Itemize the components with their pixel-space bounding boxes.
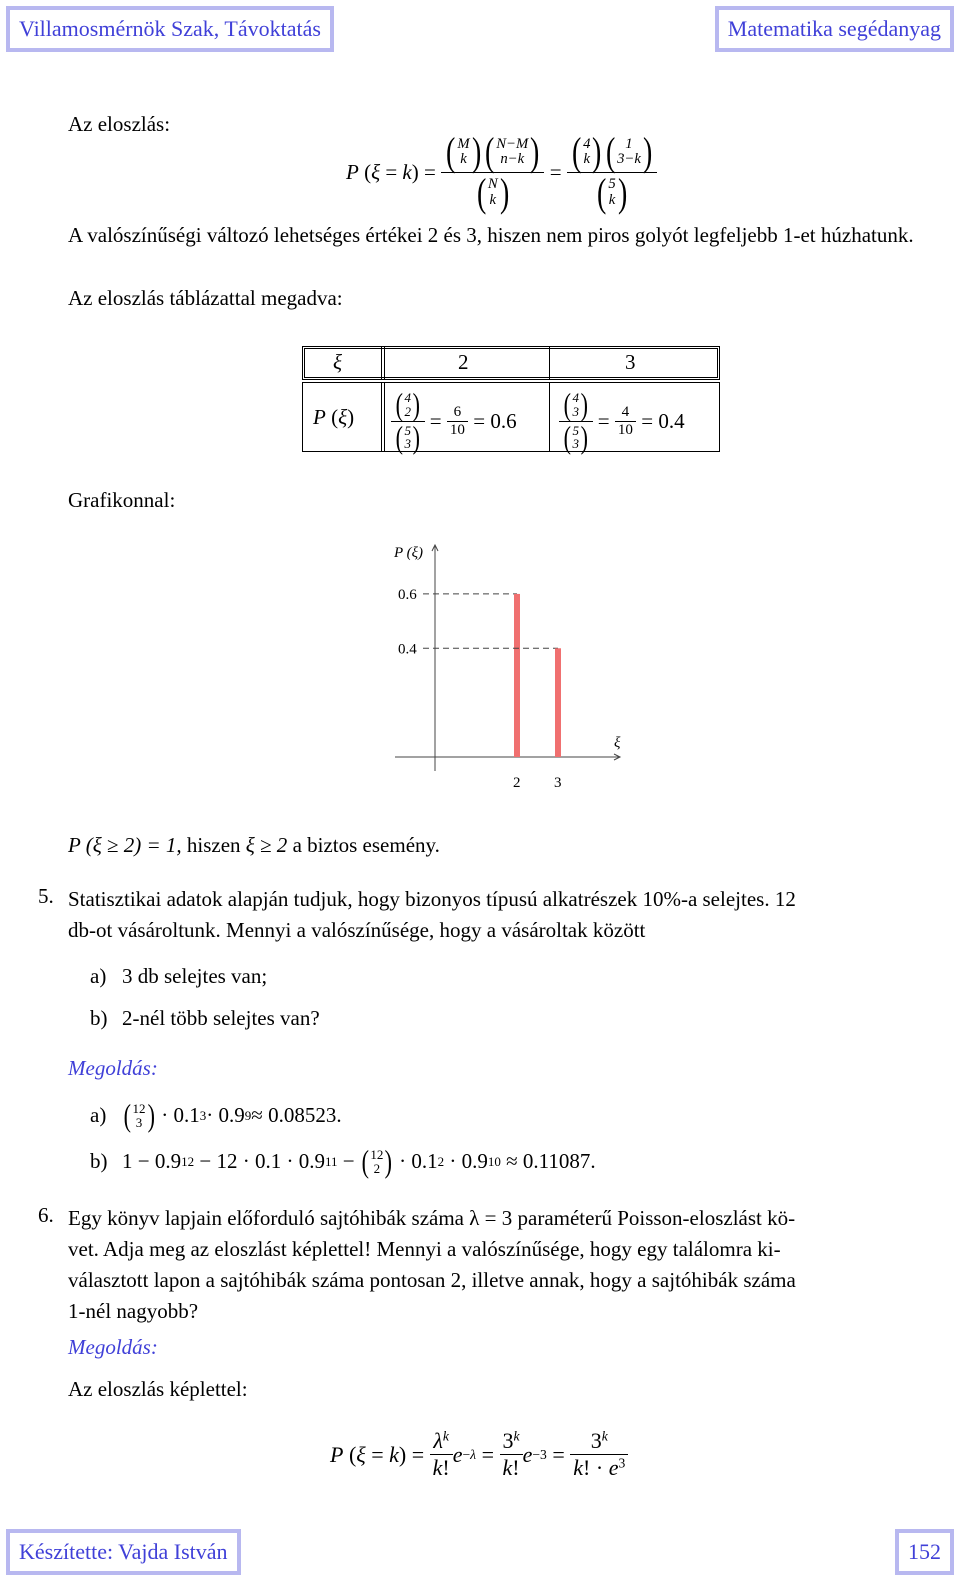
header-subject-title: Matematika segédanyag — [715, 6, 954, 52]
footer-page-number: 152 — [895, 1529, 954, 1575]
problem5-text — [68, 884, 948, 946]
problem6-formula-label: Az eloszlás képlettel: — [68, 1377, 248, 1401]
problem6-solution-label: Megoldás: — [68, 1335, 158, 1359]
table-k-3: 3 — [625, 350, 636, 374]
table-double-rule — [381, 347, 385, 379]
table-label: Az eloszlás táblázattal megadva: — [68, 286, 343, 310]
intro-label: Az eloszlás: — [68, 112, 171, 136]
problem5-number: 5. — [38, 884, 54, 908]
values-paragraph: A valószínűségi változó lehetséges értékei 2 és 3, hiszen nem piros golyót legfeljebb 1-et húzhatunk. — [68, 223, 914, 247]
table-p-label: P (ξ) — [313, 405, 355, 429]
x-tick-label-2: 2 — [513, 775, 521, 791]
problem5-text-line2: db-ot vásároltunk. Mennyi a valószínűsége, hogy a vásároltak között — [68, 918, 646, 942]
problem6-line1: Egy könyv lapjain előforduló sajtóhibák száma λ = 3 paraméterű Poisson-eloszlást kö- — [68, 1206, 796, 1230]
table-col-rule — [549, 347, 550, 379]
problem5-solution-label: Megoldás: — [68, 1056, 158, 1080]
hypergeometric-formula: P ( ξ = k ) = ( M k ) ( N−M n−k ) ( N k ) = ( 4 k ) ( 1 3−k ) ( 5 k ) — [346, 132, 657, 213]
sure-event-lhs: P (ξ ≥ 2) = 1, — [68, 833, 182, 857]
sure-event-line — [68, 833, 440, 858]
problem5-text-line1: Statisztikai adatok alapján tudjuk, hogy bizonyos típusú alkatrészek 10%-a selejtes. 12 — [68, 887, 796, 911]
header-course-title: Villamosmérnök Szak, Távoktatás — [6, 6, 334, 52]
problem6-text — [68, 1203, 948, 1327]
y-tick-label-0.4: 0.4 — [398, 641, 417, 658]
poisson-formula: P ( ξ = k ) = $\frac{\lambda^k}{k!}$ e −λ = $\frac{3^k}{k!}$ e −3 = $\frac{3^k}{k! \cdot e^3}$ — [330, 1428, 628, 1481]
sure-event-mid: ξ ≥ 2 — [245, 833, 288, 857]
y-axis-label: P (ξ) — [394, 545, 424, 561]
table-prob-row — [302, 382, 720, 455]
graph-label: Grafikonnal: — [68, 488, 176, 512]
problem6-line3: választott lapon a sajtóhibák száma pontosan 2, illetve annak, hogy a sajtóhibák száma — [68, 1268, 796, 1292]
problem5-solution-b: b) 1 − 0.9 12 − 12 · 0.1 · 0.9 11 − ( 12 2 ) · 0.1 2 · 0.9 10 ≈ 0.11087. — [90, 1144, 596, 1179]
probability-bar-chart — [380, 535, 640, 800]
bar-3 — [555, 648, 561, 757]
footer-author: Készítette: Vajda István — [6, 1529, 241, 1575]
problem6-line4: 1-nél nagyobb? — [68, 1299, 199, 1323]
y-tick-label-0.6: 0.6 — [398, 586, 417, 603]
problem5-solution-a: a) ( 12 3 ) · 0.1 3 · 0.9 9 ≈ 0.08523. — [90, 1098, 342, 1133]
table-k-2: 2 — [458, 350, 469, 374]
table-col-rule-2 — [549, 383, 550, 451]
problem5-item-b: b) 2-nél több selejtes van? — [90, 1006, 320, 1030]
problem6-number: 6. — [38, 1203, 54, 1227]
x-tick-label-3: 3 — [554, 775, 562, 791]
problem6-line2: vet. Adja meg az eloszlást képlettel! Mennyi a valószínűsége, hogy egy találomra ki- — [68, 1237, 781, 1261]
table-header-row — [302, 346, 720, 380]
table-double-rule-2 — [381, 383, 385, 451]
problem5-item-a: a) 3 db selejtes van; — [90, 964, 268, 988]
table-cell-p2: ( 4 2 ) ( 5 3 ) = $\frac{6}{10}$ = 0.6 — [391, 389, 517, 453]
sure-event-tail: a biztos esemény. — [287, 833, 440, 857]
table-cell-p3: ( 4 3 ) ( 5 3 ) = $\frac{4}{10}$ = 0.4 — [559, 389, 685, 453]
x-axis-label: ξ — [614, 735, 621, 751]
bar-2 — [514, 594, 520, 757]
table-xi-label: ξ — [333, 350, 342, 374]
sure-event-text: hiszen — [181, 833, 246, 857]
